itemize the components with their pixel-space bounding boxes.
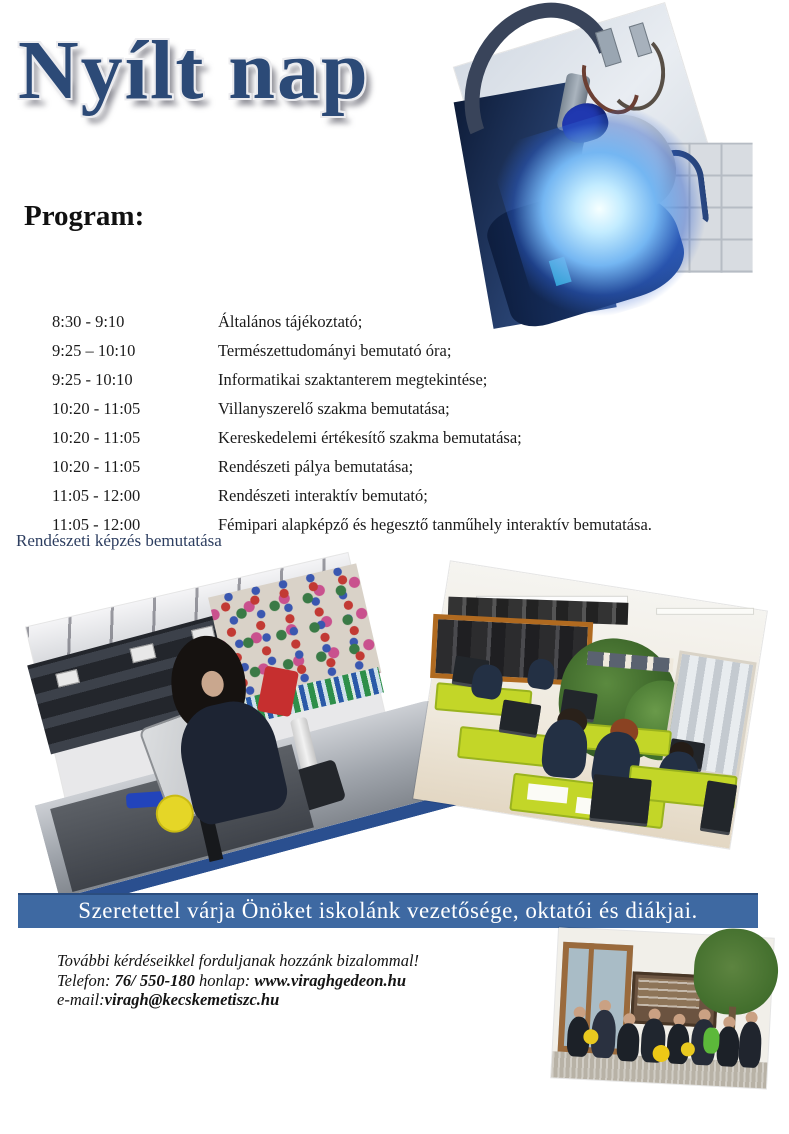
monitor-shape	[700, 780, 737, 832]
email-label: e-mail:	[57, 990, 105, 1009]
honlap-label: honlap:	[194, 970, 255, 990]
schedule-row	[52, 486, 652, 515]
school-sign-text-shape	[637, 978, 700, 1009]
website-url: www.viraghgedeon.hu	[254, 970, 407, 990]
schedule-row	[52, 399, 652, 428]
contact-line	[57, 990, 419, 1010]
clipped-text: Rendészeti képzés bemutatása	[16, 531, 222, 550]
students-group-photo	[551, 927, 774, 1088]
welcome-banner	[18, 893, 758, 928]
welding-photo	[454, 3, 736, 302]
person-figure-shape	[616, 1023, 640, 1062]
schedule-row	[52, 341, 652, 370]
schedule-time: 11:05 - 12:00	[52, 515, 141, 534]
contact-line: További kérdéseikkel forduljanak hozzánk bizalommal!	[57, 951, 420, 970]
student-figure-shape	[540, 718, 589, 780]
contact-line	[57, 971, 419, 991]
phone-number: 76/ 550-180	[114, 970, 195, 990]
schedule-time: 8:30 - 9:10	[52, 312, 125, 331]
schedule-activity: Rendészeti interaktív bemutató;	[218, 486, 428, 505]
program-heading: Program:	[24, 200, 145, 232]
schedule-activity: Informatikai szaktanterem megtekintése;	[218, 370, 488, 389]
schedule-row	[52, 457, 652, 486]
schedule-time: 10:20 - 11:05	[52, 399, 141, 418]
ceiling-light-shape	[656, 608, 754, 615]
schedule-time: 11:05 - 12:00	[52, 486, 141, 505]
schedule-activity: Kereskedelemi értékesítő szakma bemutatása;	[218, 428, 522, 447]
page-title: Nyílt nap	[18, 24, 370, 117]
welcome-banner-text: Szeretettel várja Önöket iskolánk vezetősége, oktatói és diákjai.	[78, 898, 698, 923]
schedule-time: 9:25 – 10:10	[52, 341, 136, 360]
telefon-label: Telefon:	[57, 970, 115, 990]
schedule-row	[52, 370, 652, 399]
schedule-activity: Villanyszerelő szakma bemutatása;	[218, 399, 450, 418]
schedule-activity: Fémipari alapképző és hegesztő tanműhely interaktív bemutatása.	[218, 515, 652, 534]
schedule-time: 10:20 - 11:05	[52, 428, 141, 447]
store-checkout-photo	[26, 553, 404, 871]
schedule-activity: Rendészeti pálya bemutatása;	[218, 457, 414, 476]
monitor-shape	[499, 699, 541, 735]
schedule-row	[52, 312, 652, 341]
schedule-time: 10:20 - 11:05	[52, 457, 141, 476]
email-address: viragh@kecskemetiszc.hu	[104, 990, 280, 1009]
person-figure-shape	[738, 1021, 762, 1068]
green-costume-shape	[703, 1027, 720, 1054]
schedule-activity: Természettudományi bemutató óra;	[218, 341, 452, 360]
person-figure-shape	[716, 1026, 740, 1067]
tree-shape	[692, 927, 780, 1017]
clipped-text-line	[16, 531, 246, 550]
schedule-activity: Általános tájékoztató;	[218, 312, 363, 331]
computer-classroom-photo	[413, 561, 767, 848]
contact-block	[57, 951, 419, 1010]
schedule-time: 9:25 - 10:10	[52, 370, 133, 389]
schedule-list	[52, 312, 652, 544]
monitor-shape	[590, 774, 652, 824]
schedule-row	[52, 428, 652, 457]
